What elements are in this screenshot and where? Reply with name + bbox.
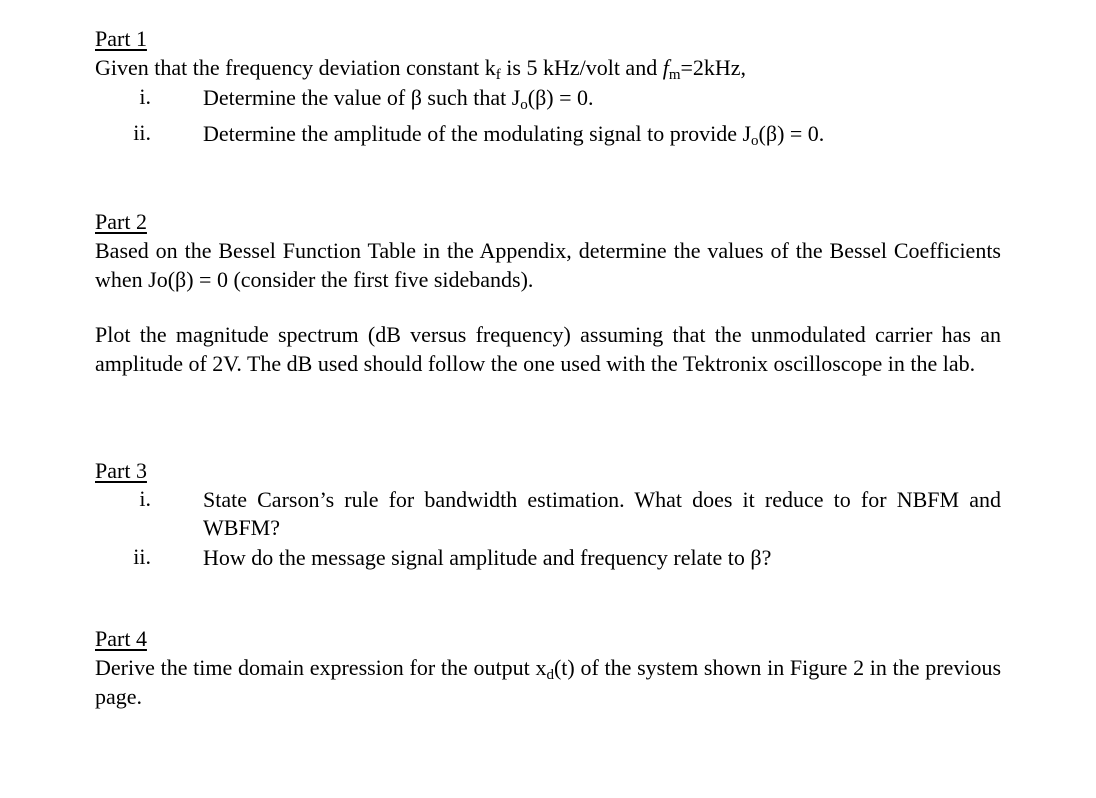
- part-2-heading: Part 2: [95, 209, 147, 234]
- part-4-heading: Part 4: [95, 626, 147, 651]
- part-1-item-ii-text: Determine the amplitude of the modulating signal to provide $J_o(\beta) = 0$.: [203, 121, 825, 149]
- part-3-heading: Part 3: [95, 458, 147, 483]
- part-1-item-ii-number: ii.: [133, 120, 151, 145]
- part-2-paragraph-bessel: Based on the Bessel Function Table in the Appendix, determine the values of the Bessel Coefficients when Jo(β) = 0 (consider the first five sidebands).: [95, 238, 1001, 292]
- part-3-item-ii-number: ii.: [133, 544, 151, 569]
- part-1-item-i-text: Determine the value of β such that $J_o(\beta) = 0$.: [203, 85, 594, 113]
- part-4-paragraph: Derive the time domain expression for the output $x_d(t)$ of the system shown in Figure 2 in the previous page.: [95, 655, 1002, 709]
- part-2-paragraph-plot: Plot the magnitude spectrum (dB versus frequency) assuming that the unmodulated carrier has an amplitude of 2V. The dB used should follow the one used with the Tektronix oscilloscope in the lab.: [95, 322, 1001, 376]
- part-1-heading: Part 1: [95, 26, 147, 51]
- part-1-statement: Given that the frequency deviation constant $k_f$ is 5 kHz/volt and $f_m=2kHz$,: [95, 55, 747, 83]
- part-3-item-i-text: State Carson’s rule for bandwidth estimation. What does it reduce to for NBFM and WBFM?: [203, 487, 1001, 540]
- part-3-item-ii-text: How do the message signal amplitude and frequency relate to β?: [203, 545, 772, 570]
- part-3-item-i-number: i.: [139, 486, 151, 511]
- part-1-item-i-number: i.: [139, 84, 151, 109]
